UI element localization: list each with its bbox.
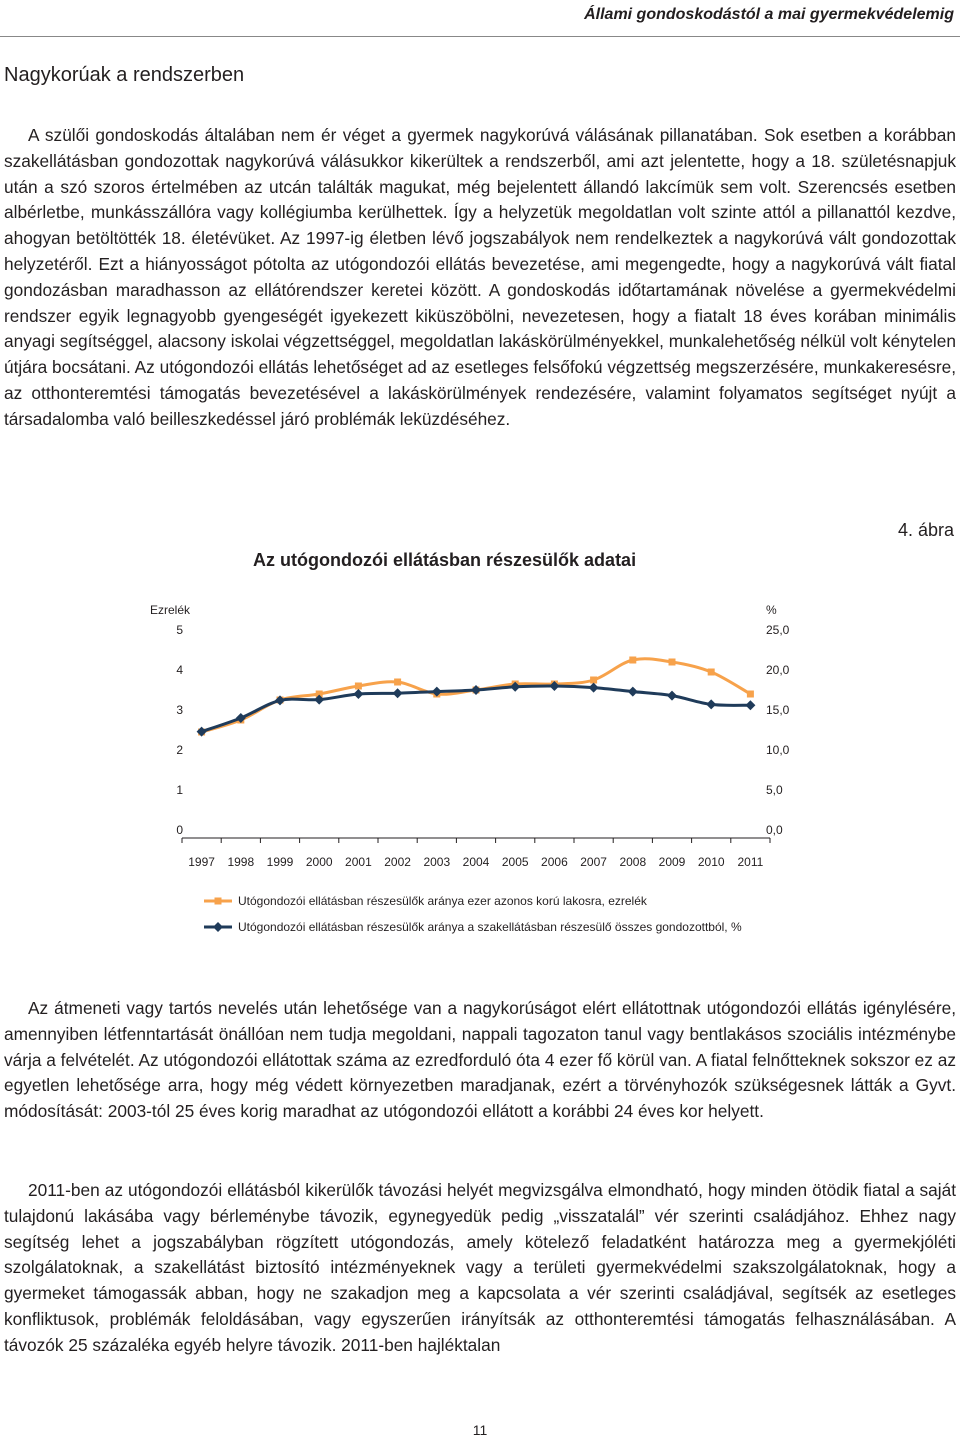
figure-number: 4. ábra (897, 520, 954, 540)
x-tick-label: 1997 (188, 855, 215, 869)
series-2-point (353, 689, 363, 699)
x-tick-label: 2002 (384, 855, 411, 869)
legend-swatch-marker (215, 898, 222, 905)
series-2-point (589, 683, 599, 693)
x-tick-label: 2008 (619, 855, 647, 869)
chart-legend (204, 894, 742, 934)
series-1-point (747, 691, 754, 698)
running-title: Állami gondoskodástól a mai gyermekvédelemig (584, 6, 954, 23)
y-left-tick-label: 3 (176, 703, 183, 717)
chart-axes (150, 603, 790, 869)
y-right-tick-label: 10,0 (766, 743, 790, 757)
paragraph-2: Az átmeneti vagy tartós nevelés után lehetősége van a nagykorúságot elért ellátottnak utógondozói ellátás igénylésére, amennyiben létfenntartását önállóan nem tudja megoldani, nappali tagozaton tanul vagy bentlakásos szociális intézménybe várja a felvételét. Az utógondozói ellátottak száma az ezredforduló óta 4 ezer fő körül van. A fiatal felnőtteknek sokszor ez az egyetlen lehetősége arra, hogy még védett környezetben maradjanak, ezért a törvényhozók szükségesnek látták a Gyvt. módosítását: 2003-tól 25 éves korig maradhat az utógondozói ellátott a korábbi 24 éves kor helyett. (4, 998, 956, 1122)
y-left-tick-label: 1 (176, 783, 183, 797)
x-tick-label: 2003 (423, 855, 451, 869)
series-1-point (629, 657, 636, 664)
y-left-tick-label: 2 (176, 743, 183, 757)
series-1-point (590, 677, 597, 684)
series-2-point (706, 699, 716, 709)
x-tick-label: 2006 (541, 855, 568, 869)
x-tick-label: 2009 (658, 855, 686, 869)
header-rule (0, 36, 960, 37)
series-2-point (745, 700, 755, 710)
x-tick-label: 1998 (227, 855, 255, 869)
paragraph-1: A szülői gondoskodás általában nem ér véget a gyermek nagykorúvá válásának pillanatában. Sok esetben a korábban szakellátásban gondozottak nagykorúvá válásukkor kikerültek a rendszerből, ami azt jelentette, hogy a 18. születésnapjuk után a szó szoros értelmében az utcán találták magukat, még bejelentett állandó lakcímük sem volt. Szerencsés esetben albérletbe, munkásszállóra vagy kollégiumba kerülhettek. Így a helyzetük megoldatlan volt szinte attól a pillanattól kezdve, ahogyan betöltötték 18. életévüket. Az 1997-ig életben lévő jogszabályok nem rendelkeztek a nagykorúvá vált gondozottak helyzetéről. Ezt a hiányosságot pótolta az utógondozói ellátás bevezetése, ami megengedte, hogy a nagykorúvá vált fiatal gondozásban maradhasson az ellátórendszer keretei között. A gondoskodás időtartamának növelése a gyermekvédelmi rendszer egyik legnagyobb gyengeségét igyekezett kiküszöbölni, nevezetesen, hogy a fiatalt 18 éves korában minimális anyagi segítséggel, alacsony iskolai végzettséggel, megoldatlan lakáskörülményekkel, munkalehetőség nélkül volt kénytelen útjára bocsátani. Az utógondozói ellátás lehetőséget ad az esetleges felsőfokú végzettség megszerzésére, munkakeresésre, az otthonteremtési támogatás bevezetésével a lakáskörülmények rendezésére, valamint folyamatos segítséget nyújt a társadalomba való beilleszkedéssel járó problémák leküzdéséhez. (4, 125, 956, 429)
paragraph-3: 2011-ben az utógondozói ellátásból kikerülők távozási helyét megvizsgálva elmondható, hogy minden ötödik fiatal a saját tulajdonú lakásába vagy bérleménybe távozik, egynegyedük pedig „visszatalál” vér szerinti családjához. Ehhez nagy segítség lehet a jogszabályban rögzített utógondozás, amely kötelező feladatként határozza meg a gyermekjóléti szolgálatoknak, a szakellátást biztosító intézményeknek vagy a területi gyermekvédelmi szakszolgálatoknak, hogy a gyermeket támogassák abban, hogy ne szakadjon meg a kapcsolata a vér szerinti családjával, segítsék az esetleges konfliktusok, problémák feloldásában, vagy egyszerűen irányítsák az otthonteremtési támogatás felhasználásában. A távozók 25 százaléka egyéb helyre távozik. 2011-ben hajléktalan (4, 1180, 956, 1355)
x-tick-label: 2004 (462, 855, 490, 869)
y-right-tick-label: 20,0 (766, 663, 790, 677)
x-tick-label: 1999 (266, 855, 294, 869)
y-right-axis-label: % (766, 603, 777, 617)
y-right-tick-label: 25,0 (766, 623, 790, 637)
x-tick-label: 2007 (580, 855, 607, 869)
series-1-point (355, 683, 362, 690)
y-right-tick-label: 0,0 (766, 823, 783, 837)
x-tick-label: 2010 (697, 855, 725, 869)
legend-swatch-marker (213, 922, 223, 932)
x-tick-label: 2011 (737, 855, 764, 869)
series-2-point (667, 691, 677, 701)
section-title: Nagykorúak a rendszerben (4, 64, 245, 86)
x-tick-label: 2000 (305, 855, 333, 869)
y-left-tick-label: 0 (176, 823, 183, 837)
chart-title: Az utógondozói ellátásban részesülők adatai (253, 550, 637, 570)
series-2-point (393, 688, 403, 698)
series-2-point (628, 687, 638, 697)
y-right-tick-label: 15,0 (766, 703, 790, 717)
y-left-tick-label: 4 (176, 663, 183, 677)
series-1-point (394, 679, 401, 686)
x-tick-label: 2005 (501, 855, 529, 869)
chart-series (197, 657, 756, 737)
series-1-point (708, 669, 715, 676)
y-left-axis-label: Ezrelék (150, 603, 191, 617)
legend-label: Utógondozói ellátásban részesülők aránya ezer azonos korú lakosra, ezrelék (238, 894, 647, 908)
page-number: 11 (472, 1422, 488, 1438)
line-chart (0, 590, 960, 940)
legend-label: Utógondozói ellátásban részesülők aránya a szakellátásban részesülő összes gondozottból, % (238, 920, 742, 934)
x-tick-label: 2001 (345, 855, 372, 869)
series-1-point (669, 659, 676, 666)
y-left-tick-label: 5 (176, 623, 183, 637)
y-right-tick-label: 5,0 (766, 783, 783, 797)
